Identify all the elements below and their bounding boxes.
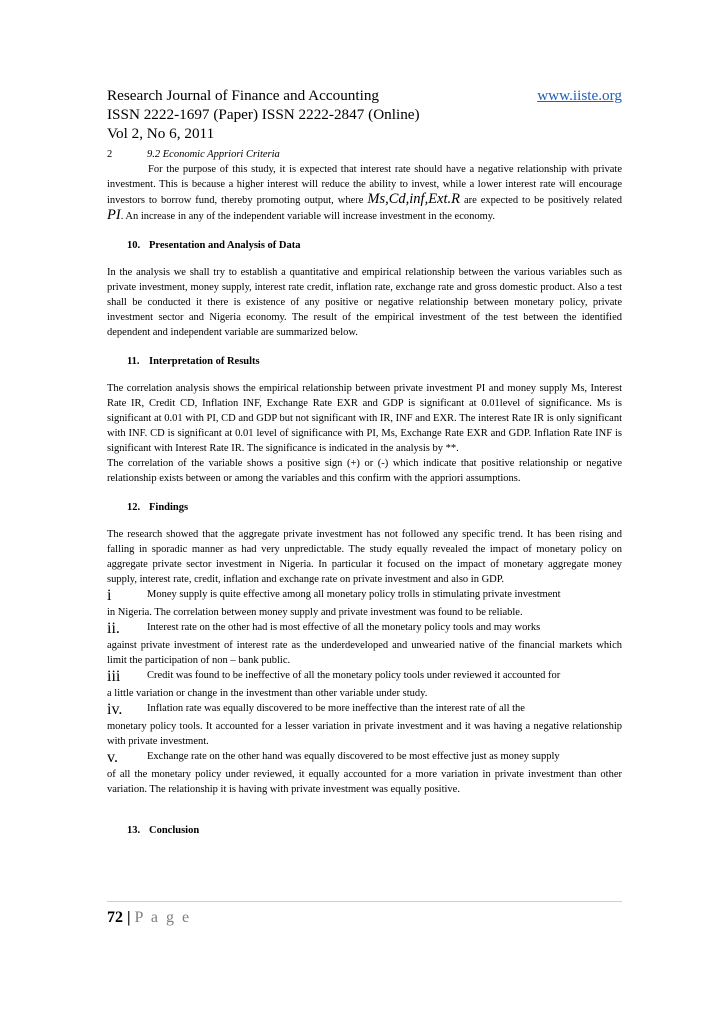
section-10-heading: 10. Presentation and Analysis of Data <box>127 240 301 251</box>
section-9-2-heading <box>107 148 622 162</box>
list-item: v. Exchange rate on the other hand was equally discovered to be most effective just as money supply of all the monetary policy under reviewed, it equally accounted for a more variation in private investment than other variation. The relationship it is having with private investment was equally positive. <box>107 749 622 795</box>
volume-line: Vol 2, No 6, 2011 <box>107 125 215 142</box>
findings-list <box>107 587 622 797</box>
section-13-heading: 13. Conclusion <box>127 825 200 836</box>
list-marker: i <box>107 587 112 604</box>
section-11-heading: 11. Interpretation of Results <box>127 356 260 367</box>
list-marker: iii <box>107 668 121 685</box>
section-10-paragraph: In the analysis we shall try to establish a quantitative and empirical relationship between the various variables such as private investment, money supply, interest rate credit, inflation rate, exchange rate and gross domestic product. Also a test shall be conducted it there is existence of any positive or negative relationship between monetary policy, private investment sector and Nigeria economy. The result of the empirical investment of the test between the identified dependent and independent variable are summarized below. <box>107 267 622 338</box>
list-item: iii Credit was found to be ineffective of all the monetary policy tools under reviewed it accounted for a little variation or change in the investment than other variable under study. <box>107 668 561 699</box>
math-variables: Ms,Cd,inf,Ext.R <box>367 191 461 207</box>
page-number: 72 <box>107 909 123 926</box>
journal-name: Research Journal of Finance and Accounting <box>107 87 380 104</box>
content <box>107 86 622 850</box>
math-pi: PI <box>107 207 121 223</box>
page-separator: | <box>127 909 131 926</box>
running-header <box>107 86 622 143</box>
criteria-paragraph: For the purpose of this study, it is expected that interest rate should have a negative relationship with private investment. This is because a higher interest will reduce the ability to invest, while a lower interest rate will encourage investors to borrow fund, thereby promoting output, where Ms,Cd,inf,Ext.R are expected to be positively related PI. An increase in any of the independent variable will increase investment in the economy. <box>107 164 623 223</box>
list-marker: iv. <box>107 701 123 718</box>
list-marker: v. <box>107 749 118 766</box>
list-item: i Money supply is quite effective among all monetary policy trolls in stimulating private investment in Nigeria. The correlation between money supply and private investment was found to be reliable. <box>107 587 561 618</box>
list-item: iv. Inflation rate was equally discovered to be more ineffective than the interest rate of all the monetary policy tools. It accounted for a lesser variation in private investment and it was having a negative relationship with private investment. <box>107 701 622 747</box>
findings-intro: The research showed that the aggregate private investment has not followed any specific trend. It has been rising and falling in sporadic manner as had very unpredictable. The study equally revealed the impact of monetary policy on aggregate private sector investment in Nigeria. In particular it focused on the impact of monetary aggregate money supply, interest rate, credit, inflation and exchange rate on private investment and also in GDP. <box>107 529 622 585</box>
footer-divider <box>107 901 622 902</box>
issn-line: ISSN 2222-1697 (Paper) ISSN 2222-2847 (Online) <box>107 106 420 123</box>
list-marker: ii. <box>107 620 120 637</box>
page-footer <box>107 908 191 928</box>
section-11-paragraph-2: The correlation of the variable shows a positive sign (+) or (-) which indicate that positive relationship or negative relationship exists between or among the variables and this confirm with the appriori assumptions. <box>107 458 622 484</box>
page-word: P a g e <box>134 909 192 926</box>
section-12-heading: 12. Findings <box>127 502 189 513</box>
section-number: 2 <box>107 149 113 160</box>
list-item: ii. Interest rate on the other had is most effective of all the monetary policy tools and may works against private investment of interest rate as the underdeveloped and unwearied native of the financial markets which limit the participation of non – bank public. <box>107 620 622 666</box>
section-11-paragraph-1: The correlation analysis shows the empirical relationship between private investment PI and money supply Ms, Interest Rate IR, Credit CD, Inflation INF, Exchange Rate EXR and GDP is significant at 0.01level of significance. Ms is significant at 0.01 with PI, CD and GDP but not significant with IR, INF and EXR. The interest Rate IR is only significant with INF. CD is significant at 0.01 level of significance with PI, Ms, Exchange Rate EXR and GDP. Inflation Rate INF is significant with Interest Rate IR. The significance is indicated in the analysis by **. <box>107 383 622 454</box>
section-title: 9.2 Economic Appriori Criteria <box>147 149 280 160</box>
journal-url-link[interactable]: www.iiste.org <box>537 87 622 104</box>
